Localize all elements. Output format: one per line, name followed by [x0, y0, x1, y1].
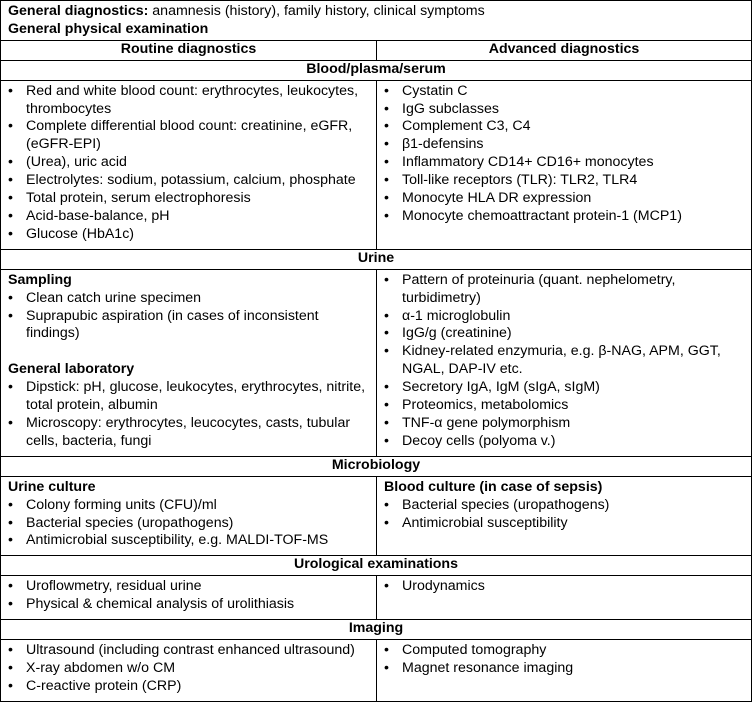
list-item: • Glucose (HbA1c): [8, 226, 369, 244]
list-item: • Monocyte HLA DR expression: [384, 190, 744, 208]
list-item: • Toll-like receptors (TLR): TLR2, TLR4: [384, 172, 744, 190]
uro-routine-cell: [1, 576, 377, 620]
list-item: • Antimicrobial susceptibility: [384, 515, 744, 533]
list-item: • Pattern of proteinuria (quant. nephelometry, turbidimetry): [384, 272, 744, 308]
list-item: • Complete differential blood count: creatinine, eGFR, (eGFR-EPI): [8, 118, 369, 154]
list-item: • Urodynamics: [384, 578, 744, 596]
list-item: • Colony forming units (CFU)/ml: [8, 497, 369, 515]
list-item: • Suprapubic aspiration (in cases of inconsistent findings): [8, 308, 369, 344]
list-item: • TNF-α gene polymorphism: [384, 415, 744, 433]
imaging-routine-list: [8, 642, 369, 696]
blood-content-row: [1, 80, 752, 249]
general-cell: [1, 1, 752, 41]
list-item: • Uroflowmetry, residual urine: [8, 578, 369, 596]
imaging-routine-cell: [1, 640, 377, 702]
sampling-label: Sampling: [8, 271, 72, 288]
list-item: • Proteomics, metabolomics: [384, 397, 744, 415]
uro-routine-list: [8, 578, 369, 614]
list-item: • Complement C3, C4: [384, 118, 744, 136]
list-item: • Red and white blood count: erythrocytes, leukocytes, thrombocytes: [8, 83, 369, 119]
list-item: • Computed tomography: [384, 642, 744, 660]
list-item: • Bacterial species (uropathogens): [384, 497, 744, 515]
list-item: • Magnet resonance imaging: [384, 660, 744, 678]
column-header-row: [1, 40, 752, 60]
urine-culture-cell: [1, 476, 377, 556]
blood-culture-label: Blood culture (in case of sepsis): [384, 478, 603, 495]
urine-content-row: [1, 269, 752, 456]
urine-advanced-cell: [377, 269, 752, 456]
list-item: • Electrolytes: sodium, potassium, calcium, phosphate: [8, 172, 369, 190]
general-physical-label: General physical examination: [8, 20, 209, 37]
list-item: • Dipstick: pH, glucose, leukocytes, erythrocytes, nitrite, total protein, albumin: [8, 379, 369, 415]
blood-section-row: [1, 60, 752, 80]
uro-section-row: [1, 556, 752, 576]
list-item: • IgG subclasses: [384, 101, 744, 119]
list-item: • Antimicrobial susceptibility, e.g. MALDI-TOF-MS: [8, 532, 369, 550]
imaging-advanced-list: [384, 642, 744, 678]
uro-advanced-list: [384, 578, 744, 596]
imaging-advanced-cell: [377, 640, 752, 702]
imaging-section-row: [1, 620, 752, 640]
urine-routine-cell: [1, 269, 377, 456]
blood-advanced-cell: [377, 80, 752, 249]
general-diagnostics-text: anamnesis (history), family history, clinical symptoms: [148, 3, 485, 19]
blood-advanced-list: [384, 83, 744, 226]
urine-section-title: Urine: [1, 249, 752, 269]
general-laboratory-list: [8, 379, 369, 451]
blood-culture-cell: [377, 476, 752, 556]
imaging-content-row: [1, 640, 752, 702]
general-diagnostics-label: General diagnostics:: [8, 3, 149, 19]
advanced-header: Advanced diagnostics: [377, 40, 752, 60]
list-item: • Clean catch urine specimen: [8, 290, 369, 308]
urine-culture-list: [8, 497, 369, 551]
general-laboratory-label: General laboratory: [8, 361, 135, 378]
urine-culture-label: Urine culture: [8, 478, 96, 495]
micro-section-title: Microbiology: [1, 456, 752, 476]
list-item: • Physical & chemical analysis of urolithiasis: [8, 596, 369, 614]
list-item: • (Urea), uric acid: [8, 154, 369, 172]
list-item: • Acid-base-balance, pH: [8, 208, 369, 226]
list-item: • Ultrasound (including contrast enhanced ultrasound): [8, 642, 369, 660]
list-item: • C-reactive protein (CRP): [8, 678, 369, 696]
list-item: • IgG/g (creatinine): [384, 325, 744, 343]
list-item: • β1-defensins: [384, 136, 744, 154]
blood-routine-cell: [1, 80, 377, 249]
sampling-list: [8, 290, 369, 344]
list-item: • X-ray abdomen w/o CM: [8, 660, 369, 678]
list-item: • Total protein, serum electrophoresis: [8, 190, 369, 208]
blood-culture-list: [384, 497, 744, 533]
list-item: • Microscopy: erythrocytes, leucocytes, casts, tubular cells, bacteria, fungi: [8, 415, 369, 451]
list-item: • Cystatin C: [384, 83, 744, 101]
blood-routine-list: [8, 83, 369, 244]
list-item: • α-1 microglobulin: [384, 308, 744, 326]
uro-section-title: Urological examinations: [1, 556, 752, 576]
urine-section-row: [1, 249, 752, 269]
uro-advanced-cell: [377, 576, 752, 620]
urine-advanced-list: [384, 272, 744, 451]
micro-content-row: [1, 476, 752, 556]
micro-section-row: [1, 456, 752, 476]
list-item: • Monocyte chemoattractant protein-1 (MCP1): [384, 208, 744, 226]
list-item: • Inflammatory CD14+ CD16+ monocytes: [384, 154, 744, 172]
general-row: [1, 1, 752, 41]
uro-content-row: [1, 576, 752, 620]
list-item: • Secretory IgA, IgM (sIgA, sIgM): [384, 379, 744, 397]
spacer: [8, 343, 369, 361]
blood-section-title: Blood/plasma/serum: [1, 60, 752, 80]
general-diagnostics-line: [8, 3, 744, 21]
list-item: • Decoy cells (polyoma v.): [384, 433, 744, 451]
list-item: • Bacterial species (uropathogens): [8, 515, 369, 533]
imaging-section-title: Imaging: [1, 620, 752, 640]
list-item: • Kidney-related enzymuria, e.g. β-NAG, APM, GGT, NGAL, DAP-IV etc.: [384, 343, 744, 379]
routine-header: Routine diagnostics: [1, 40, 377, 60]
